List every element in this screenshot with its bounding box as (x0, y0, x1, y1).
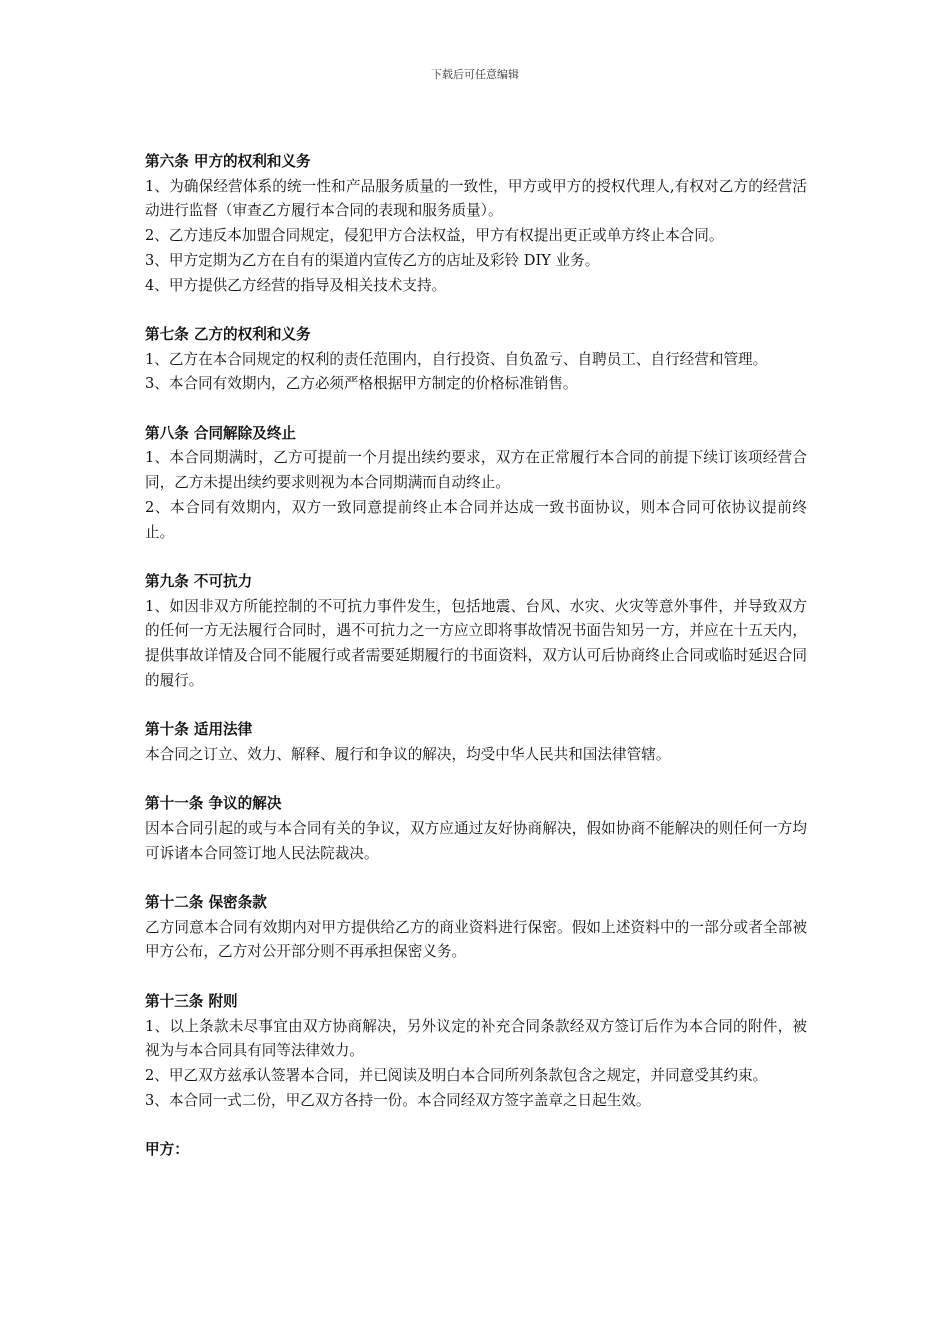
clause-paragraph: 3、本合同一式二份，甲乙双方各持一份。本合同经双方签字盖章之日起生效。 (145, 1091, 651, 1109)
section-article-11 (145, 792, 807, 866)
section-title: 第十二条 保密条款 (145, 894, 267, 911)
document-body (145, 150, 807, 1163)
clause-paragraph: 1、乙方在本合同规定的权利的责任范围内，自行投资、自负盈亏、自聘员工、自行经营和管理。 (145, 350, 768, 368)
section-article-8 (145, 422, 807, 546)
section-article-6 (145, 150, 807, 298)
clause-paragraph: 2、甲乙双方兹承认签署本合同，并已阅读及明白本合同所列条款包含之规定，并同意受其约束。 (145, 1066, 768, 1084)
section-title: 第七条 乙方的权利和义务 (145, 325, 311, 343)
clause-paragraph: 本合同之订立、效力、解释、履行和争议的解决，均受中华人民共和国法律管辖。 (145, 745, 671, 763)
section-title: 第九条 不可抗力 (145, 572, 253, 590)
section-title: 第十三条 附则 (145, 992, 238, 1010)
section-article-7 (145, 323, 807, 397)
clause-paragraph: 2、本合同有效期内，双方一致同意提前终止本合同并达成一致书面协议，则本合同可依协议提前终止。 (145, 498, 807, 541)
section-article-10 (145, 718, 807, 767)
section-title: 第十条 适用法律 (145, 721, 253, 739)
clause-paragraph: 乙方同意本合同有效期内对甲方提供给乙方的商业资料进行保密。假如上述资料中的一部分或者全部被甲方公布，乙方对公开部分则不再承担保密义务。 (145, 918, 807, 961)
section-title: 第六条 甲方的权利和义务 (145, 153, 311, 170)
section-article-13 (145, 990, 807, 1114)
party-a-signature-label: 甲方： (145, 1141, 189, 1158)
section-title: 第十一条 争议的解决 (145, 795, 282, 813)
clause-paragraph: 2、乙方违反本加盟合同规定，侵犯甲方合法权益，甲方有权提出更正或单方终止本合同。 (145, 227, 724, 245)
clause-paragraph: 因本合同引起的或与本合同有关的争议，双方应通过友好协商解决，假如协商不能解决的则任何一方均可诉诸本合同签订地人民法院裁决。 (145, 819, 807, 862)
clause-paragraph: 4、甲方提供乙方经营的指导及相关技术支持。 (145, 276, 447, 294)
clause-paragraph: 1、以上条款未尽事宜由双方协商解决，另外议定的补充合同条款经双方签订后作为本合同的附件，被视为与本合同具有同等法律效力。 (145, 1017, 807, 1060)
clause-paragraph: 1、本合同期满时，乙方可提前一个月提出续约要求，双方在正常履行本合同的前提下续订该项经营合同，乙方未提出续约要求则视为本合同期满而自动终止。 (145, 449, 807, 492)
section-title: 第八条 合同解除及终止 (145, 424, 297, 442)
section-article-12 (145, 891, 807, 965)
clause-paragraph: 3、本合同有效期内，乙方必须严格根据甲方制定的价格标准销售。 (145, 375, 578, 393)
clause-paragraph: 1、如因非双方所能控制的不可抗力事件发生，包括地震、台风、水灾、火灾等意外事件，并导致双方的任何一方无法履行合同时，遇不可抗力之一方应立即将事故情况书面告知另一方，并应在十五天内，提供事故详情及合同不能履行或者需要延期履行的书面资料，双方认可后协商终止合同或临时延迟合同的履行。 (145, 597, 807, 689)
clause-paragraph: 3、甲方定期为乙方在自有的渠道内宣传乙方的店址及彩铃 DIY 业务。 (145, 251, 600, 269)
clause-paragraph: 1、为确保经营体系的统一性和产品服务质量的一致性，甲方或甲方的授权代理人,有权对乙方的经营活动进行监督（审查乙方履行本合同的表现和服务质量）。 (145, 177, 807, 220)
section-article-9 (145, 570, 807, 694)
page-header: 下载后可任意编辑 (431, 68, 519, 81)
